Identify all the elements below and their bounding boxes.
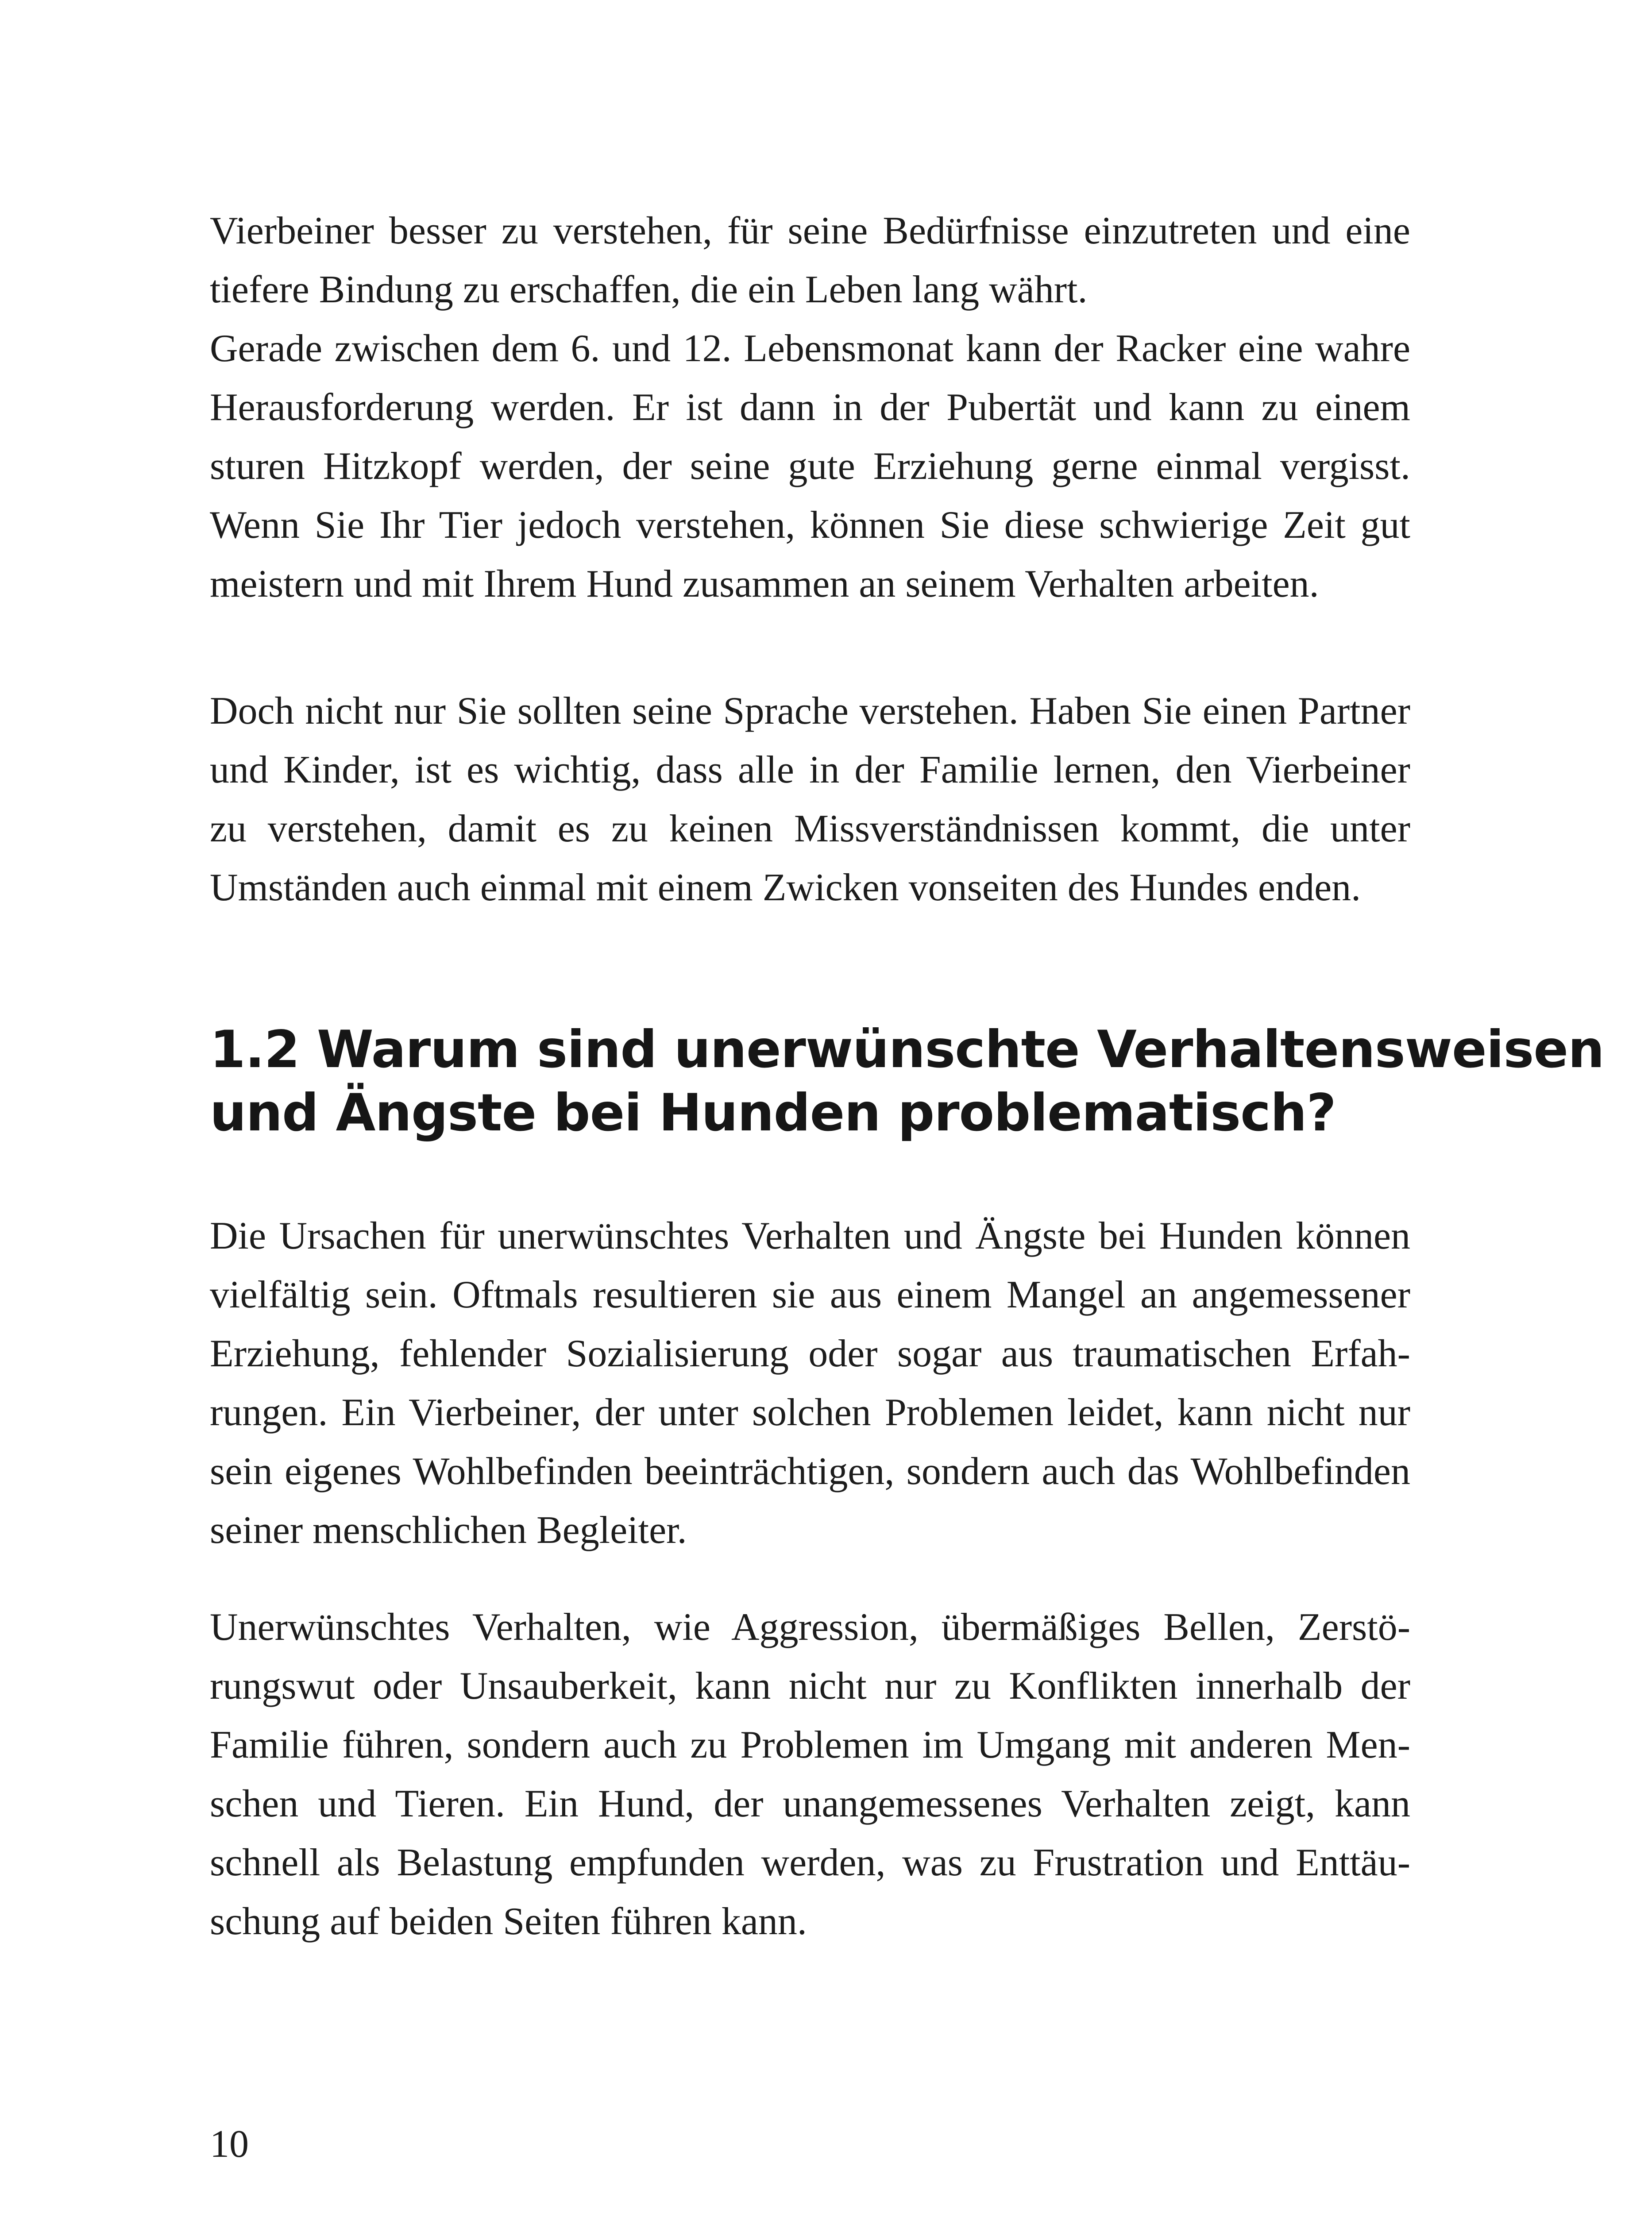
section-heading	[210, 1018, 1604, 1145]
text-line: Unerwünschtes Verhalten, wie Aggression, übermäßiges Bellen, Zerstö-	[210, 1606, 1410, 1649]
text-line: Herausforderung werden. Er ist dann in der Pubertät und kann zu einem	[210, 386, 1410, 429]
text-line: Umständen auch einmal mit einem Zwicken vonseiten des Hundes enden.	[210, 866, 1361, 909]
paragraph-causes	[210, 1207, 1410, 1560]
text-line: schung auf beiden Seiten führen kann.	[210, 1900, 807, 1943]
text-line: sein eigenes Wohlbefinden beeinträchtigen, sondern auch das Wohlbefinden	[210, 1450, 1410, 1493]
text-line: rungen. Ein Vierbeiner, der unter solchen Problemen leidet, kann nicht nur	[210, 1391, 1410, 1434]
text-line: Erziehung, fehlender Sozialisierung oder sogar aus traumatischen Erfah-	[210, 1332, 1410, 1375]
heading-line: und Ängste bei Hunden problematisch?	[210, 1083, 1336, 1143]
text-line: Wenn Sie Ihr Tier jedoch verstehen, können Sie diese schwierige Zeit gut	[210, 504, 1410, 547]
page-number: 10	[210, 2123, 249, 2166]
text-line: vielfältig sein. Oftmals resultieren sie aus einem Mangel an angemessener	[210, 1273, 1410, 1316]
text-line: tiefere Bindung zu erschaffen, die ein Leben lang währt.	[210, 268, 1088, 311]
paragraph-understanding-dog	[210, 201, 1410, 613]
paragraph-family-language	[210, 682, 1410, 917]
text-line: Familie führen, sondern auch zu Problemen im Umgang mit anderen Men-	[210, 1723, 1410, 1766]
paragraph-unwanted-behavior	[210, 1598, 1410, 1951]
text-line: schen und Tieren. Ein Hund, der unangemessenes Verhalten zeigt, kann	[210, 1782, 1410, 1825]
heading-line: 1.2 Warum sind unerwünschte Verhaltensweisen	[210, 1020, 1604, 1080]
text-line: Vierbeiner besser zu verstehen, für seine Bedürfnisse einzutreten und eine	[210, 209, 1410, 252]
text-line: sturen Hitzkopf werden, der seine gute Erziehung gerne einmal vergisst.	[210, 445, 1410, 488]
text-line: seiner menschlichen Begleiter.	[210, 1509, 687, 1552]
text-line: schnell als Belastung empfunden werden, was zu Frustration und Enttäu-	[210, 1841, 1410, 1884]
text-line: rungswut oder Unsauberkeit, kann nicht nur zu Konflikten innerhalb der	[210, 1665, 1410, 1708]
text-line: Gerade zwischen dem 6. und 12. Lebensmonat kann der Racker eine wahre	[210, 327, 1410, 370]
text-line: und Kinder, ist es wichtig, dass alle in der Familie lernen, den Vierbeiner	[210, 748, 1410, 791]
text-line: zu verstehen, damit es zu keinen Missverständnissen kommt, die unter	[210, 807, 1410, 850]
text-line: meistern und mit Ihrem Hund zusammen an seinem Verhalten arbeiten.	[210, 563, 1319, 605]
text-line: Die Ursachen für unerwünschtes Verhalten und Ängste bei Hunden können	[210, 1214, 1410, 1257]
text-line: Doch nicht nur Sie sollten seine Sprache verstehen. Haben Sie einen Partner	[210, 690, 1410, 733]
